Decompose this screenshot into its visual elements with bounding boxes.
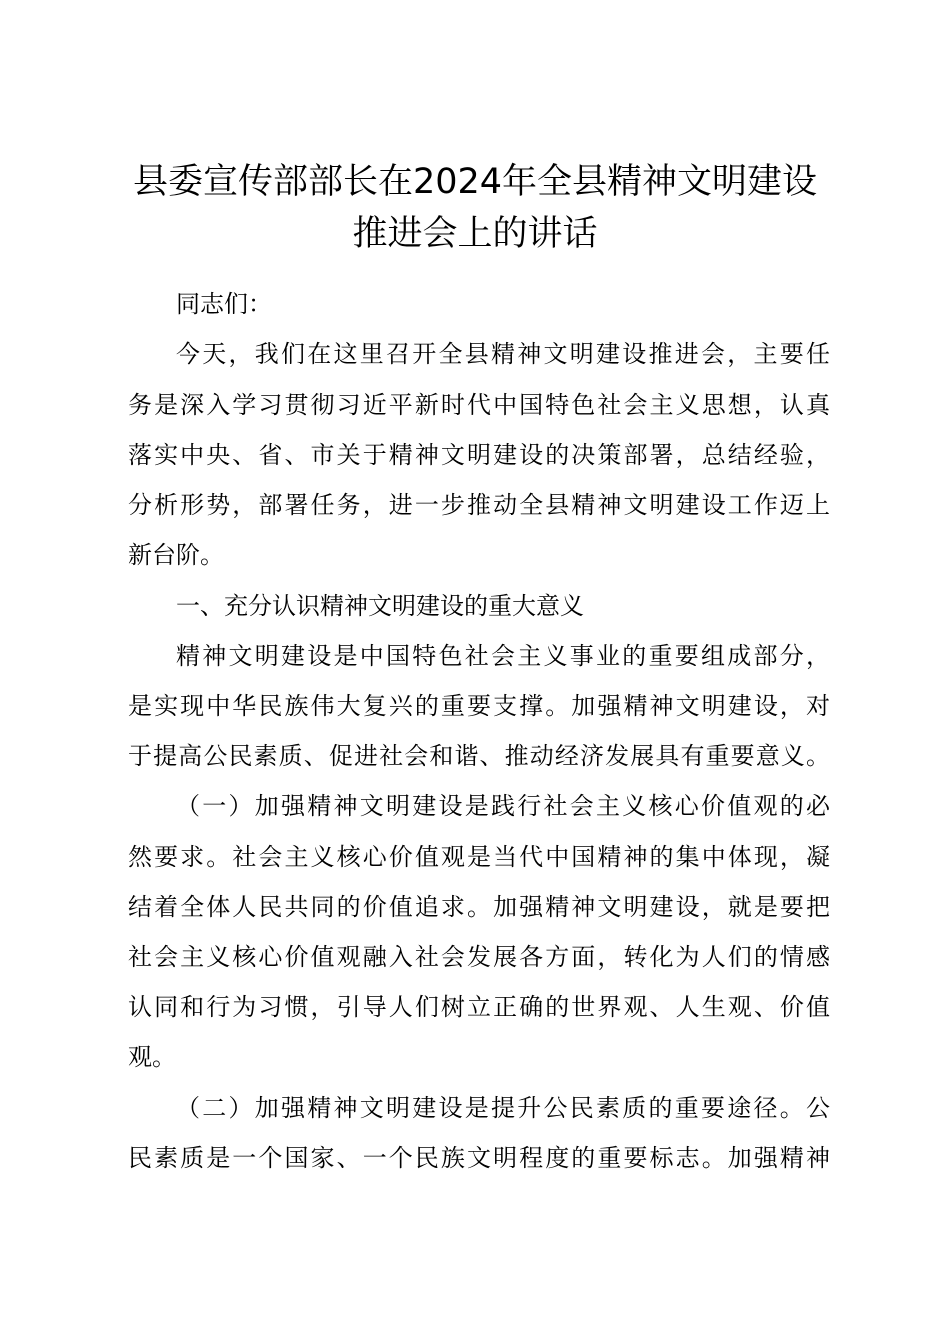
paragraph-line: 新台阶。 [128, 541, 224, 569]
paragraph-line: 今天，我们在这里召开全县精神文明建设推进会，主要任 [176, 340, 830, 368]
paragraph-line: 观。 [128, 1043, 176, 1071]
section-heading: 一、充分认识精神文明建设的重大意义 [176, 592, 584, 620]
paragraph-line: 于提高公民素质、促进社会和谐、推动经济发展具有重要意义。 [128, 742, 830, 770]
paragraph-line: 是实现中华民族伟大复兴的重要支撑。加强精神文明建设，对 [128, 692, 830, 720]
document-title-line-2: 推进会上的讲话 [352, 214, 598, 254]
paragraph-line: 然要求。社会主义核心价值观是当代中国精神的集中体现，凝 [128, 843, 830, 871]
paragraph-line: 社会主义核心价值观融入社会发展各方面，转化为人们的情感 [128, 943, 830, 971]
paragraph-line: 务是深入学习贯彻习近平新时代中国特色社会主义思想，认真 [128, 391, 830, 419]
paragraph-line: （二）加强精神文明建设是提升公民素质的重要途径。公 [176, 1094, 830, 1122]
paragraph-line: （一）加强精神文明建设是践行社会主义核心价值观的必 [176, 792, 830, 820]
paragraph-line: 精神文明建设是中国特色社会主义事业的重要组成部分， [176, 642, 830, 670]
paragraph-line: 分析形势，部署任务，进一步推动全县精神文明建设工作迈上 [128, 491, 830, 519]
document-title-line-1: 县委宣传部部长在2024年全县精神文明建设 [132, 162, 818, 202]
paragraph-line: 认同和行为习惯，引导人们树立正确的世界观、人生观、价值 [128, 993, 830, 1021]
paragraph-line: 民素质是一个国家、一个民族文明程度的重要标志。加强精神 [128, 1144, 830, 1172]
paragraph-line: 落实中央、省、市关于精神文明建设的决策部署，总结经验， [128, 441, 830, 469]
greeting: 同志们： [176, 290, 272, 318]
paragraph-line: 结着全体人民共同的价值追求。加强精神文明建设，就是要把 [128, 893, 830, 921]
